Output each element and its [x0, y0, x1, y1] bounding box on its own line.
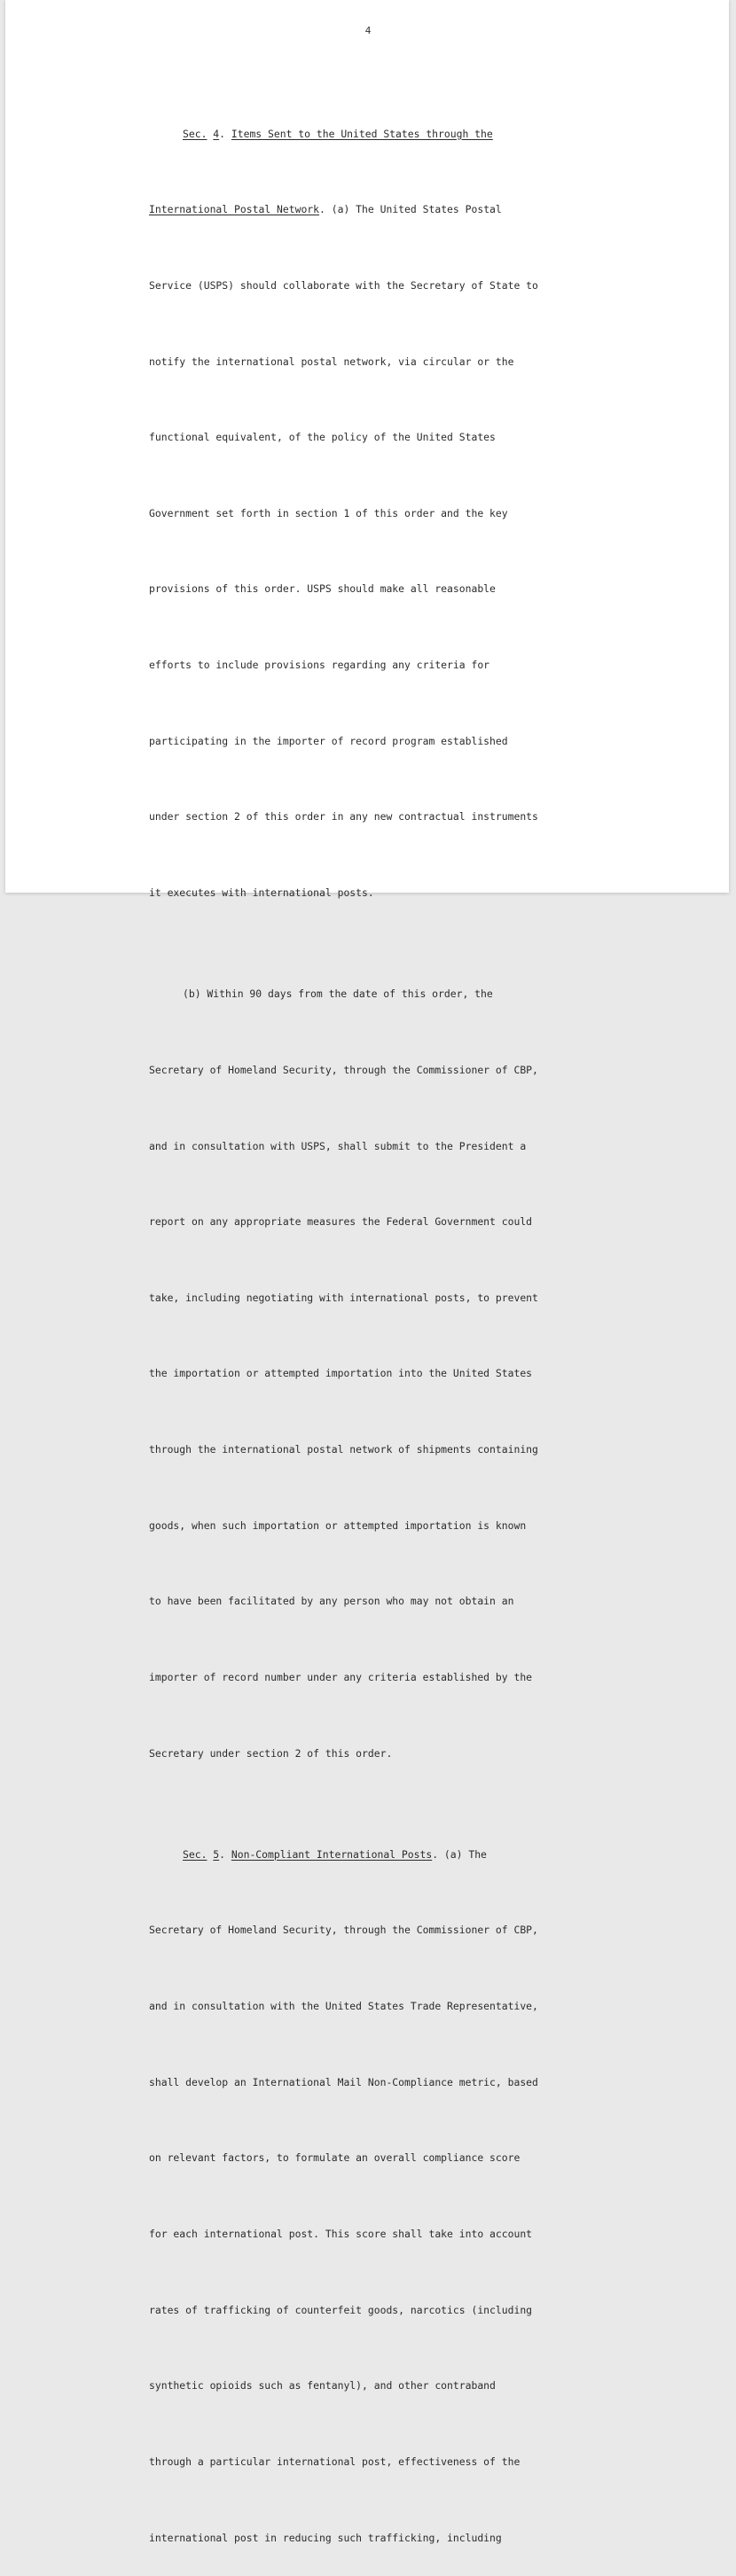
section-4-heading-line-2: International Postal Network. (a) The United States Postal [149, 203, 502, 216]
text-line: rates of trafficking of counterfeit goods, narcotics (including [149, 2303, 533, 2316]
text-line: Secretary of Homeland Security, through the Commissioner of CBP, [149, 1063, 538, 1076]
document-body [149, 45, 592, 2576]
text-line: Secretary under section 2 of this order. [149, 1746, 393, 1760]
text-line: importer of record number under any criteria established by the [149, 1671, 533, 1683]
section-4-label-num: 4 [213, 127, 220, 140]
text-line: Secretary of Homeland Security, through the Commissioner of CBP, [149, 1924, 538, 1937]
text-line: shall develop an International Mail Non-Compliance metric, based [149, 2075, 538, 2088]
text-line: efforts to include provisions regarding any criteria for [149, 659, 490, 672]
text-line: the importation or attempted importation into the United States [149, 1367, 533, 1380]
text-line: report on any appropriate measures the Federal Government could [149, 1215, 533, 1229]
section-5-heading-line: Sec. 5. Non-Compliant International Posts. (a) The [183, 1847, 487, 1861]
text-line: for each international post. This score shall take into account [149, 2228, 533, 2241]
section-4-heading-line: Sec. 4. Items Sent to the United States through the [183, 127, 493, 140]
section-4-label-sec: Sec. [183, 127, 207, 140]
text-line: goods, when such importation or attempted importation is known [149, 1518, 527, 1532]
text-line: Government set forth in section 1 of this order and the key [149, 506, 508, 519]
page-number: 4 [364, 25, 372, 36]
section-5-a-intro: (a) The [443, 1847, 487, 1861]
text-line: under section 2 of this order in any new contractual instruments [149, 810, 538, 824]
text-line: take, including negotiating with international posts, to prevent [149, 1291, 538, 1304]
section-4-heading-part1: Items Sent to the United States through the [231, 127, 493, 140]
section-4-b-first-line: (b) Within 90 days from the date of this order, the [183, 987, 493, 1001]
text-line: synthetic opioids such as fentanyl), and other contraband [149, 2379, 496, 2393]
text-line: it executes with international posts. [149, 886, 374, 900]
section-4-a-intro: (a) The United States Postal [331, 203, 502, 216]
text-line: through a particular international post, effectiveness of the [149, 2455, 521, 2468]
text-line: on relevant factors, to formulate an overall compliance score [149, 2151, 521, 2165]
text-line: through the international postal network of shipments containing [149, 1443, 538, 1456]
text-line: international post in reducing such trafficking, including [149, 2531, 502, 2544]
text-line: and in consultation with USPS, shall submit to the President a [149, 1139, 527, 1152]
text-line: provisions of this order. USPS should make all reasonable [149, 582, 496, 596]
text-line: to have been facilitated by any person who may not obtain an [149, 1595, 514, 1608]
text-line: functional equivalent, of the policy of the United States [149, 431, 496, 444]
text-line: and in consultation with the United States Trade Representative, [149, 2000, 538, 2013]
section-5-label-num: 5 [213, 1847, 220, 1861]
section-4-heading-part2: International Postal Network [149, 203, 320, 216]
text-line: notify the international postal network, via circular or the [149, 355, 514, 368]
section-5-heading: Non-Compliant International Posts [231, 1847, 433, 1861]
section-5-label-sec: Sec. [183, 1847, 207, 1861]
text-line: Service (USPS) should collaborate with the Secretary of State to [149, 278, 538, 292]
text-line: participating in the importer of record program established [149, 734, 508, 747]
